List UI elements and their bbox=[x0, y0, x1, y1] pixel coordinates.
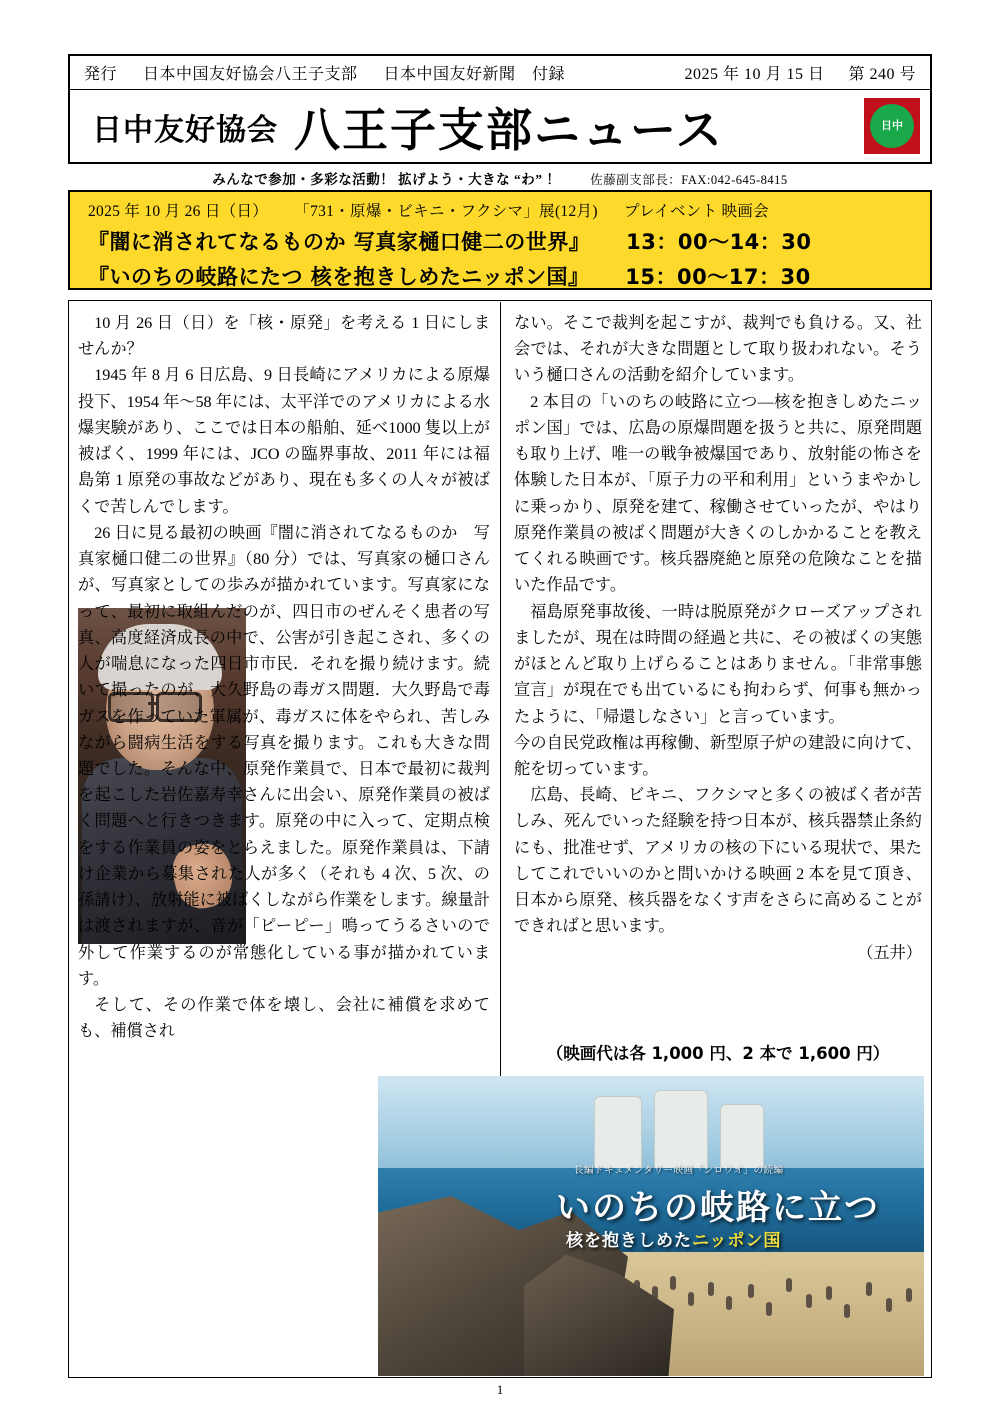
paragraph-l1: 10 月 26 日（日）を「核・原発」を考える 1 日にしませんか？ bbox=[78, 314, 490, 359]
masthead-meta-row bbox=[70, 56, 930, 90]
issuer-label: 発行 bbox=[84, 66, 118, 83]
film2-row bbox=[88, 261, 912, 291]
sub-paper-name: 日本中国友好新聞 付録 bbox=[383, 66, 566, 83]
film-subtitle-highlight: ニッポン国 bbox=[692, 1231, 782, 1251]
tagline-text: みんなで参加・多彩な活動！ 拡げよう・大きな “わ” ！ bbox=[212, 172, 561, 187]
article-signature: （五井） bbox=[857, 943, 922, 962]
issuer-name: 日本中国友好協会八王子支部 bbox=[143, 66, 358, 83]
masthead-title-row bbox=[70, 90, 930, 164]
film1-time: 13：00〜14：30 bbox=[626, 230, 812, 254]
paragraph-r2: 2 本目の「いのちの岐路に立つ—核を抱きしめたニッポン国」では、広島の原爆問題を扱うと共に、原発問題も取り上げ、唯一の戦争被爆国であり、放射能の怖さを体験した日本が、「原子力の平和利用」というまやかしに乗っかり、原発を建て、稼働させていったが、やはり原発作業員の被ばく問題が大きくのしかかることを教えてくれる映画です。核兵器廃絶と原発の危険なことを描いた作品です。 bbox=[514, 392, 922, 595]
event-kind: プレイベント 映画会 bbox=[623, 203, 769, 220]
film-overlay-title: いのちの岐路に立つ bbox=[556, 1188, 880, 1228]
paragraph-l4: そして、その作業で体を壊し、会社に補償を求めても、補償され bbox=[78, 996, 490, 1041]
newsletter-title: 八王子支部ニュース bbox=[294, 103, 724, 157]
event-announcement-box bbox=[68, 190, 932, 290]
film-subtitle-prefix: 核を抱きしめた bbox=[566, 1231, 692, 1251]
paragraph-r5: 広島、長崎、ビキニ、フクシマと多くの被ばく者が苦しみ、死んでいった経験を持つ日本が、核兵器禁止条約にも、批准せず、アメリカの核の下にいる現状で、果たしてこれでいいのかと問いかける映画 2 本を見て頂き、日本から原発、核兵器をなくす声をさらに高めることができればと思います。 bbox=[514, 786, 922, 936]
film2-time: 15：00〜17：30 bbox=[625, 265, 811, 289]
paragraph-l3-text: 26 日に見る最初の映画『闇に消されてなるものか 写真家樋口健二の世界』（80 分）では、写真家の樋口さんが、写真家としての歩みが描かれています。写真家になって、最初に取組んだのが、四日市のぜんそく患者の写真、高度経済成長の中で、公害が引き起こされ、多くの人が喘息になった四日市市民．それを撮り続けます。続いて撮ったのが、大久野島の毒ガス問題．大久野島で毒ガスを作っていた軍属が、毒ガスに体をやられ、苦しみながら闘病生活をする写真を撮ります。これも大きな問題でした。そんな中、原発作業員で、日本で最初に裁判を起こした岩佐嘉寿幸さんに出会い、原発作業員の被ばく問題へと行きつきます。原発の中に入って、定期点検をする作業員の姿をとらえました。原発作業員は、下請け企業から募集された人が多く（それも 4 次、5 次、の孫請け）、放射能に被ばくしながら作業をします。線量計は渡されますが、音が「ピーピー」鳴ってうるさいので外して作業するのが常態化している事が描かれています。 bbox=[78, 523, 490, 988]
contact-info: 佐藤副支部長：FAX:042-645-8415 bbox=[590, 173, 788, 187]
paragraph-l3 bbox=[78, 520, 490, 992]
price-note: （映画代は各 1,000 円、2 本で 1,600 円） bbox=[546, 1044, 890, 1063]
organization-title: 日中友好協会 bbox=[92, 113, 278, 148]
masthead bbox=[68, 54, 932, 164]
film1-row bbox=[88, 226, 912, 256]
association-logo bbox=[864, 98, 920, 154]
event-meta-row bbox=[88, 199, 912, 221]
paragraph-r1: ない。そこで裁判を起こすが、裁判でも負ける。又、社会では、それが大きな問題として取り扱われない。そういう樋口さんの活動を紹介しています。 bbox=[514, 314, 922, 385]
tagline bbox=[68, 168, 932, 188]
paragraph-r4: 今の自民党政権は再稼働、新型原子炉の建設に向けて、舵を切っています。 bbox=[514, 733, 922, 778]
paragraph-l2: 1945 年 8 月 6 日広島、9 日長崎にアメリカによる原爆投下、1954 年〜58 年には、太平洋でのアメリカによる水爆実験があり、ここでは日本の船舶、延べ1000 隻以上が被ばく、1999 年には、JCO の臨界事故、2011 年には福島第 1 原発の事故などがあり、現在も多くの人々が被ばくで苦しんでします。 bbox=[78, 366, 490, 516]
film2-title: 『いのちの岐路にたつ 核を抱きしめたニッポン国』 bbox=[88, 265, 590, 289]
logo-label: 日中 bbox=[870, 104, 914, 148]
event-exhibit: 「731・原爆・ビキニ・フクシマ」展(12月) bbox=[294, 203, 598, 220]
film-still-photo bbox=[378, 1076, 924, 1376]
issue-number: 第 240 号 bbox=[848, 66, 916, 83]
event-date: 2025 年 10 月 26 日（日） bbox=[88, 203, 269, 220]
article-column-left bbox=[78, 310, 490, 1045]
film1-title: 『闇に消されてなるものか 写真家樋口健二の世界』 bbox=[88, 230, 591, 254]
paragraph-r3: 福島原発事故後、一時は脱原発がクローズアップされましたが、現在は時間の経過と共に、その被ばくの実態がほとんど取り上げらることはありません。「非常事態宣言」が現在でも出ているにも拘わらず、何事も無かったように、「帰還しなさい」と言っています。 bbox=[514, 602, 922, 726]
issue-date: 2025 年 10 月 15 日 bbox=[684, 66, 825, 83]
film-overlay-subtitle bbox=[566, 1226, 781, 1251]
article-column-right bbox=[514, 310, 922, 966]
film-credit-text: 長編ドキュメンタリー映画「シロウオ」の続編 bbox=[574, 1165, 784, 1176]
page-number: 1 bbox=[496, 1382, 504, 1397]
